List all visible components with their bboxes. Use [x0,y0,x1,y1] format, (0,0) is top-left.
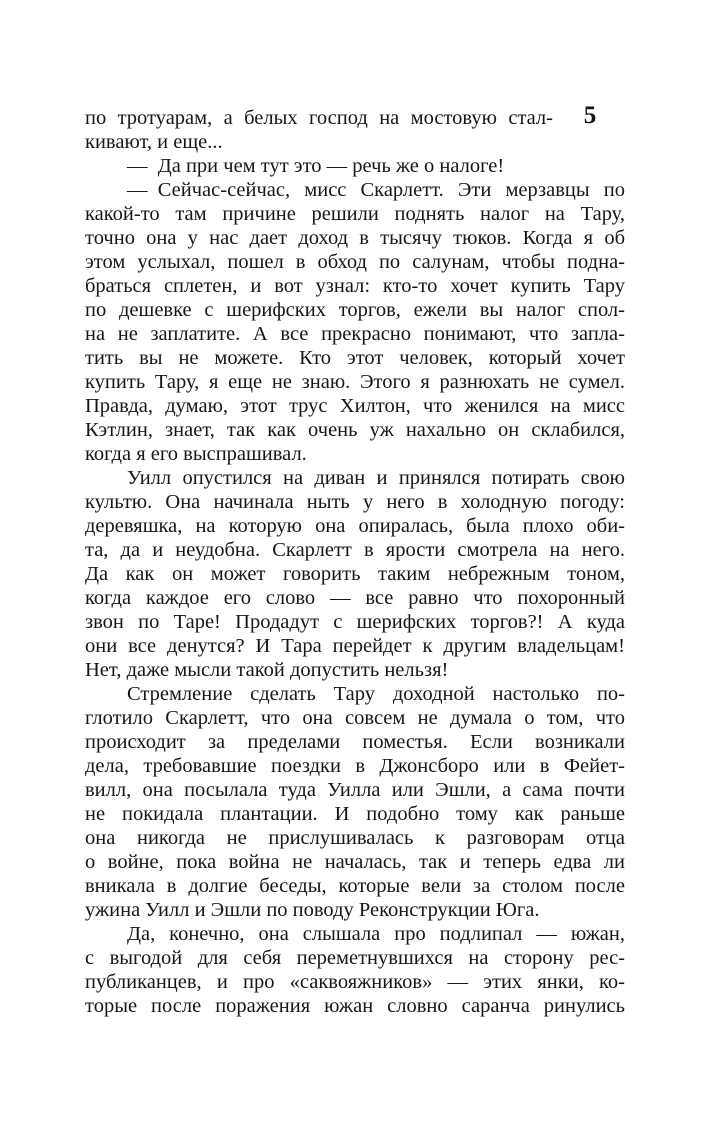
text-line: купить Тару, я еще не знаю. Этого я разнюхать не сумел. [85,371,625,393]
text-line: Стремление сделать Тару доходной настолько по- [127,683,625,705]
text-line: какой-то там причине решили поднять налог на Тару, [85,203,625,225]
paragraph [85,922,625,1018]
text-line: звон по Таре! Продадут с шерифских торгов?! А куда [85,611,625,633]
paragraph [85,106,625,154]
text-line: на не заплатите. А все прекрасно понимают, что запла- [85,323,625,345]
text-line: вилл, она посылала туда Уилла или Эшли, а сама почти [85,779,625,801]
text-line: — Сейчас-сейчас, мисс Скарлетт. Эти мерзавцы по [127,179,625,201]
text-block [85,106,625,1018]
page-number: 5 [583,102,597,129]
text-line: Уилл опустился на диван и принялся потирать свою [127,467,625,489]
text-line: о войне, пока война не началась, так и теперь едва ли [85,851,625,873]
text-line: браться сплетен, и вот узнал: кто-то хочет купить Тару [85,275,625,297]
text-line: по дешевке с шерифских торгов, ежели вы налог спол- [85,299,625,321]
text-line: кивают, и еще... [85,131,223,153]
text-line: с выгодой для себя переметнувшихся на сторону рес- [85,947,625,969]
text-line: происходит за пределами поместья. Если возникали [85,731,625,753]
text-line: она никогда не прислушивалась к разговорам отца [85,827,625,849]
text-line: этом услыхал, пошел в обход по салунам, чтобы подна- [85,251,625,273]
text-line: не покидала плантации. И подобно тому как раньше [85,803,625,825]
text-line: они все денутся? И Тара перейдет к другим владельцам! [85,635,625,657]
text-line: культю. Она начинала ныть у него в холодную погоду: [85,491,625,513]
paragraph [85,466,625,682]
text-line: Правда, думаю, этот трус Хилтон, что женился на мисс [85,395,625,417]
text-line: ужина Уилл и Эшли по поводу Реконструкции Юга. [85,899,540,921]
text-line: торые после поражения южан словно саранча ринулись [85,995,625,1017]
text-line: точно она у нас дает доход в тысячу тюков. Когда я об [85,227,625,249]
text-line: Нет, даже мысли такой допустить нельзя! [85,659,449,681]
paragraph [85,682,625,922]
text-line: по тротуарам, а белых господ на мостовую стал- [85,107,553,129]
text-line: — Да при чем тут это — речь же о налоге! [127,155,505,177]
text-line: тить вы не можете. Кто этот человек, который хочет [85,347,625,369]
text-line: вникала в долгие беседы, которые вели за столом после [85,875,625,897]
text-line: когда я его выспрашивал. [85,443,307,465]
text-line: деревяшка, на которую она опиралась, была плохо оби- [85,515,625,537]
text-line: Кэтлин, знает, так как очень уж нахально он склабился, [85,419,625,441]
text-line: глотило Скарлетт, что она совсем не думала о том, что [85,707,625,729]
paragraph [85,154,625,178]
text-line: та, да и неудобна. Скарлетт в ярости смотрела на него. [85,539,625,561]
text-line: Да, конечно, она слышала про подлипал — южан, [127,923,625,945]
paragraph [85,178,625,466]
text-line: Да как он может говорить таким небрежным тоном, [85,563,625,585]
text-line: когда каждое его слово — все равно что похоронный [85,587,625,609]
text-line: публиканцев, и про «саквояжников» — этих янки, ко- [85,971,625,993]
text-line: дела, требовавшие поездки в Джонсборо или в Фейет- [85,755,625,777]
